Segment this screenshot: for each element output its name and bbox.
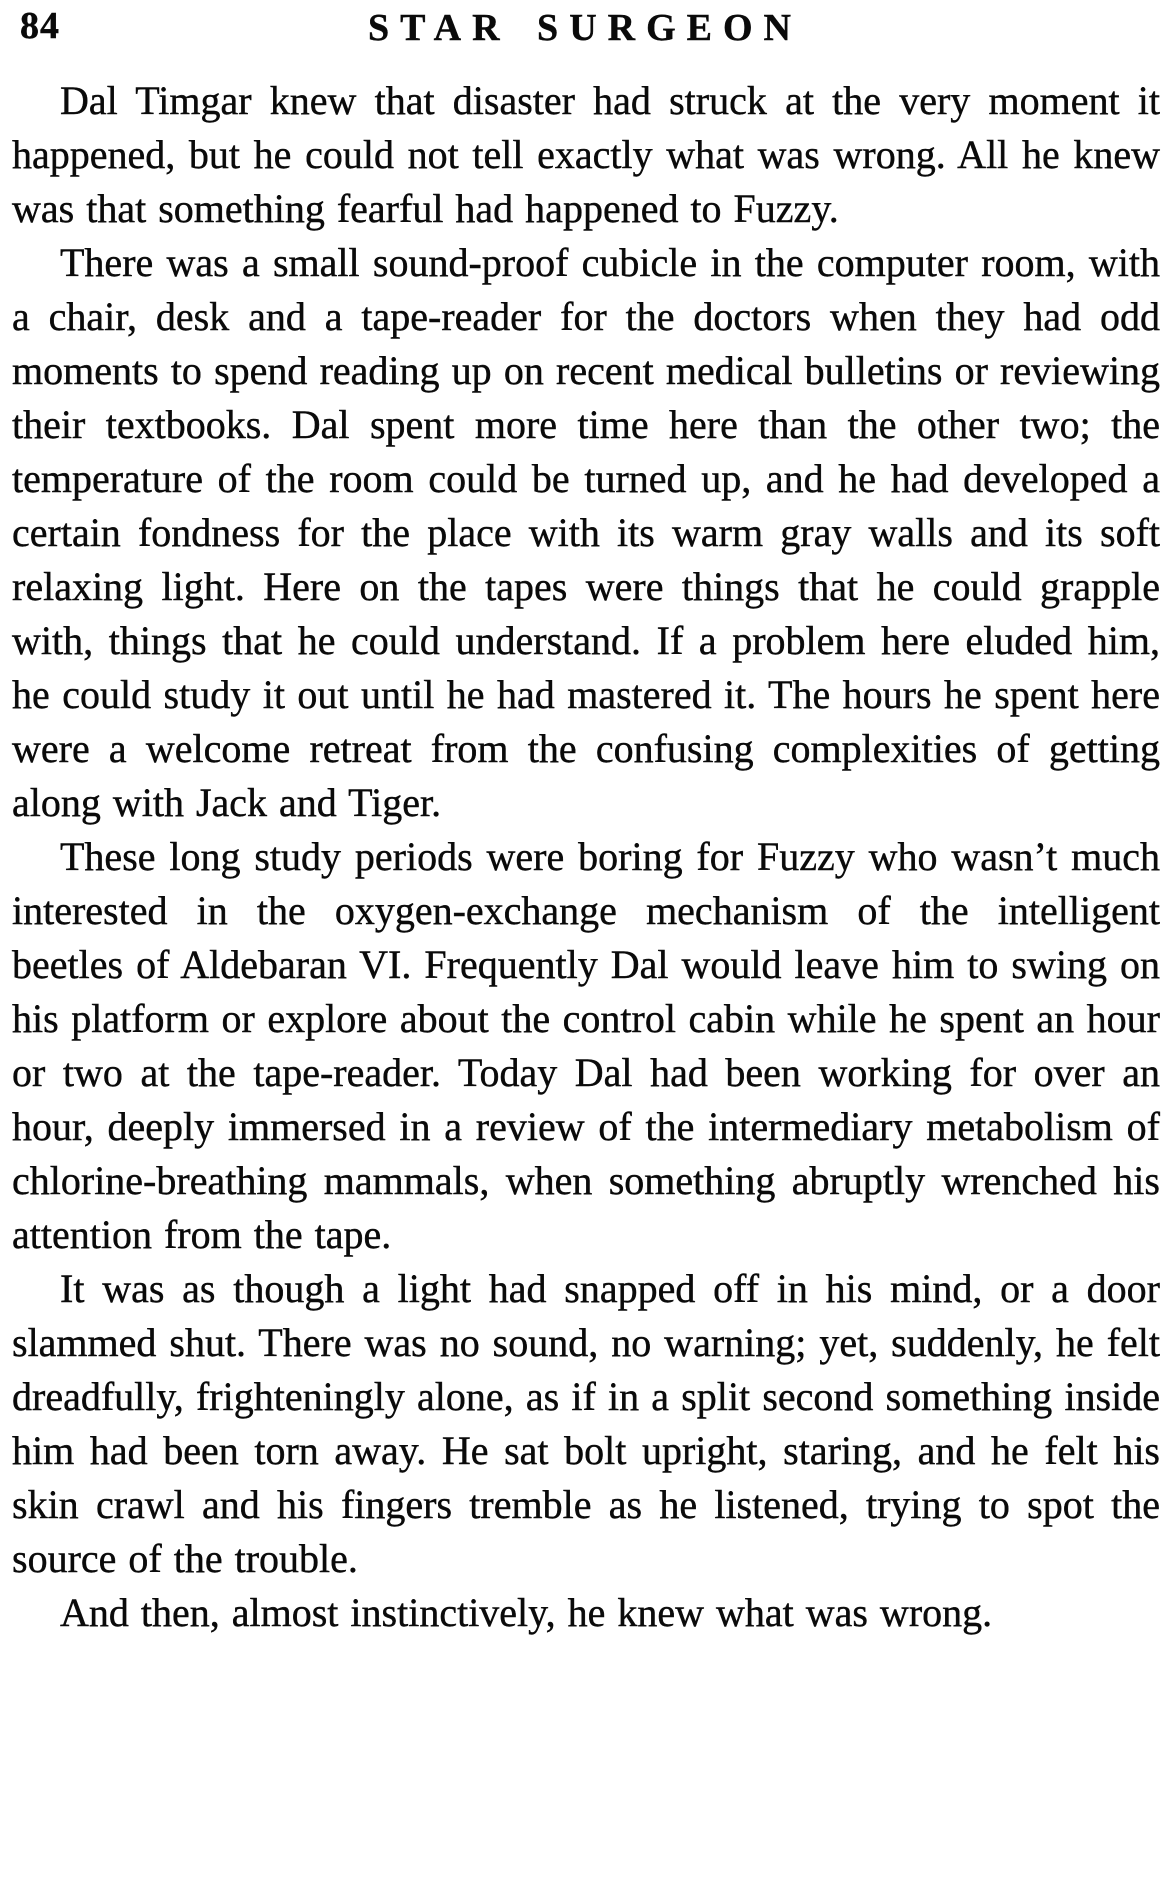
paragraph: And then, almost instinctively, he knew what was wrong. <box>60 1590 993 1635</box>
running-title: STAR SURGEON <box>368 7 802 49</box>
paragraph: Dal Timgar knew that disaster had struck at the very moment it happened, but he could not tell exactly what was wrong. All he knew was that something fearful had happened to Fuzzy. <box>12 78 1160 231</box>
page-number: 84 <box>20 5 60 47</box>
paragraph: It was as though a light had snapped off in his mind, or a door slammed shut. There was no sound, no warning; yet, suddenly, he felt dreadfully, frighteningly alone, as if in a split second something inside him had been torn away. He sat bolt upright, staring, and he felt his skin crawl and his fingers tremble as he listened, trying to spot the source of the trouble. <box>12 1266 1160 1581</box>
body-text <box>12 74 1160 1640</box>
page-header <box>0 0 1170 58</box>
paragraph: There was a small sound-proof cubicle in the computer room, with a chair, desk and a tape-reader for the doctors when they had odd moments to spend reading up on recent medical bulletins or reviewing their textbooks. Dal spent more time here than the other two; the temperature of the room could be turned up, and he had developed a certain fondness for the place with its warm gray walls and its soft relaxing light. Here on the tapes were things that he could grapple with, things that he could understand. If a problem here eluded him, he could study it out until he had mastered it. The hours he spent here were a welcome retreat from the confusing complexities of getting along with Jack and Tiger. <box>12 240 1160 825</box>
paragraph: These long study periods were boring for Fuzzy who wasn’t much interested in the oxygen-exchange mechanism of the intelligent beetles of Aldebaran VI. Frequently Dal would leave him to swing on his platform or explore about the control cabin while he spent an hour or two at the tape-reader. Today Dal had been working for over an hour, deeply immersed in a review of the intermediary metabolism of chlorine-breathing mammals, when something abruptly wrenched his attention from the tape. <box>12 834 1160 1257</box>
